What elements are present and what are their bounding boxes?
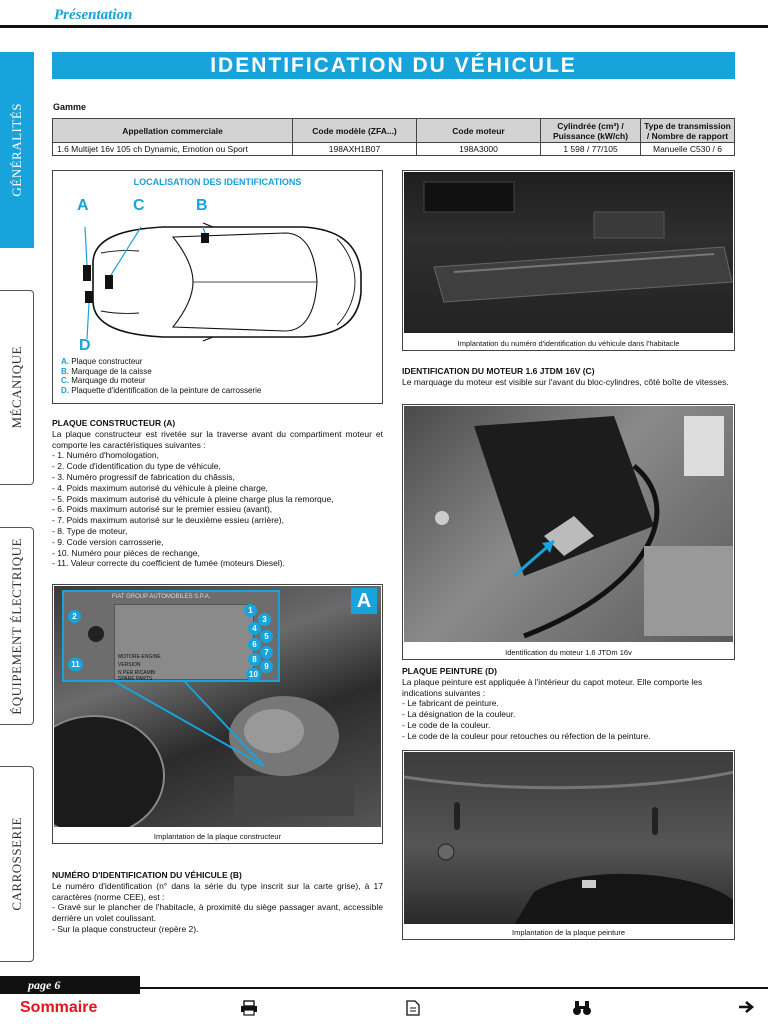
plate-line: SPARE PARTS bbox=[118, 676, 153, 682]
callout-badge: 9 bbox=[260, 660, 273, 673]
marker-a: A bbox=[77, 197, 89, 214]
binoculars-icon[interactable] bbox=[572, 1000, 592, 1021]
localisation-box bbox=[52, 170, 383, 404]
list-item: - 3. Numéro progressif de fabrication du châssis, bbox=[52, 471, 235, 482]
section-text: La plaque peinture est appliquée à l'intérieur du capot moteur. Elle comporte les indications suivantes : bbox=[402, 676, 703, 698]
gamme-table bbox=[52, 118, 735, 156]
table-header: Code moteur bbox=[417, 119, 541, 143]
photo-habitacle bbox=[402, 170, 735, 351]
table-cell: 198AXH1B07 bbox=[293, 143, 417, 156]
table-header: Code modèle (ZFA...) bbox=[293, 119, 417, 143]
list-item: - Sur la plaque constructeur (repère 2). bbox=[52, 923, 199, 934]
list-item: - 5. Poids maximum autorisé du véhicule à pleine charge plus la remorque, bbox=[52, 493, 334, 504]
callout-badge: 1 bbox=[244, 604, 257, 617]
engine-bay-photo bbox=[54, 586, 381, 827]
gamme-label: Gamme bbox=[53, 102, 87, 112]
section-heading: PLAQUE PEINTURE (D) bbox=[402, 666, 497, 676]
photo-caption: Identification du moteur 1.6 JTDm 16v bbox=[505, 648, 632, 657]
list-item: - 4. Poids maximum autorisé du véhicule à pleine charge, bbox=[52, 482, 268, 493]
section-heading: NUMÉRO D'IDENTIFICATION DU VÉHICULE (B) bbox=[52, 870, 242, 880]
plate-line: VERSION bbox=[118, 662, 141, 668]
photo-plaque-constructeur bbox=[52, 584, 383, 844]
plate-body bbox=[114, 604, 254, 680]
list-item: - 11. Valeur correcte du coefficient de fumée (moteurs Diesel). bbox=[52, 558, 285, 569]
arrow-right-icon[interactable] bbox=[738, 1000, 756, 1019]
photo-caption: Implantation de la plaque constructeur bbox=[153, 832, 282, 841]
tab-generalites[interactable] bbox=[0, 52, 34, 248]
list-item: - 2. Code d'identification du type de véhicule, bbox=[52, 461, 221, 472]
photo-peinture bbox=[402, 750, 735, 940]
marker-d: D bbox=[79, 337, 91, 354]
tab-carrosserie[interactable] bbox=[0, 766, 34, 962]
list-item: - 8. Type de moteur, bbox=[52, 525, 128, 536]
callout-badge: 7 bbox=[260, 646, 273, 659]
section-heading: IDENTIFICATION DU MOTEUR 1.6 JTDM 16V (C) bbox=[402, 366, 595, 376]
localisation-title: LOCALISATION DES IDENTIFICATIONS bbox=[133, 177, 302, 187]
photo-caption: Implantation du numéro d'identification du véhicule dans l'habitacle bbox=[457, 339, 680, 348]
list-item: - 7. Poids maximum autorisé sur le deuxième essieu (arrière), bbox=[52, 515, 284, 526]
list-item: - 1. Numéro d'homologation, bbox=[52, 450, 159, 461]
plate-header: FIAT GROUP AUTOMOBILES S.P.A. bbox=[112, 594, 211, 600]
list-item: - Gravé sur le plancher de l'habitacle, à proximité du siège passager avant, accessible derrière un volet coulissant. bbox=[52, 902, 383, 924]
table-header: Cylindrée (cm³) / Puissance (kW/ch) bbox=[541, 119, 641, 143]
list-item: - Le code de la couleur. bbox=[402, 719, 491, 730]
plate-inset bbox=[62, 590, 280, 682]
callout-badge: 2 bbox=[68, 610, 81, 623]
plate-rivet bbox=[88, 626, 104, 642]
engine-block-photo bbox=[404, 406, 733, 642]
list-item: - 6. Poids maximum autorisé sur le premier essieu (avant), bbox=[52, 504, 273, 515]
list-item: - Le fabricant de peinture. bbox=[402, 698, 499, 709]
section-text: Le marquage du moteur est visible sur l'avant du bloc-cylindres, côté boîte de vitesses. bbox=[402, 376, 729, 387]
section-title: Présentation bbox=[54, 7, 133, 23]
footer-rule bbox=[140, 987, 768, 989]
section-text: Le numéro d'identification (n° dans la série du type inscrit sur la carte grise), à 17 caractères (norme CEE), est : bbox=[52, 880, 383, 902]
plate-line: N PER RICAMBI bbox=[118, 670, 156, 676]
tab-label: MÉCANIQUE bbox=[8, 346, 24, 429]
table-cell: Manuelle C530 / 6 bbox=[641, 143, 735, 156]
document-icon[interactable] bbox=[405, 1000, 421, 1021]
tab-equipement-electrique[interactable] bbox=[0, 527, 34, 725]
tab-label: ÉQUIPEMENT ÉLECTRIQUE bbox=[8, 537, 24, 715]
photo-moteur bbox=[402, 404, 735, 660]
callout-badge: 8 bbox=[248, 653, 261, 666]
big-marker-a: A bbox=[351, 588, 377, 614]
list-item: - 9. Code version carrosserie, bbox=[52, 536, 164, 547]
cabin-floor-photo bbox=[404, 172, 733, 333]
printer-icon[interactable] bbox=[240, 1000, 258, 1021]
sommaire-link[interactable]: Sommaire bbox=[20, 999, 98, 1016]
section-heading: PLAQUE CONSTRUCTEUR (A) bbox=[52, 418, 176, 428]
table-cell: 198A3000 bbox=[417, 143, 541, 156]
table-cell: 1 598 / 77/105 bbox=[541, 143, 641, 156]
legend-item: D. Plaquette d'identification de la peinture de carrosserie bbox=[61, 385, 262, 395]
callout-badge: 5 bbox=[260, 630, 273, 643]
table-header: Appellation commerciale bbox=[53, 119, 293, 143]
car-topview-diagram bbox=[53, 193, 382, 373]
list-item: - La désignation de la couleur. bbox=[402, 709, 516, 720]
callout-badge: 10 bbox=[246, 668, 261, 681]
photo-caption: Implantation de la plaque peinture bbox=[512, 928, 625, 937]
legend-item: A. Plaque constructeur bbox=[61, 357, 143, 366]
legend-item: C. Marquage du moteur bbox=[61, 376, 146, 385]
callout-badge: 3 bbox=[258, 613, 271, 626]
plaque-constructeur-section bbox=[52, 418, 383, 569]
callout-badge: 6 bbox=[248, 638, 261, 651]
table-cell: 1.6 Multijet 16v 105 ch Dynamic, Emotion ou Sport bbox=[53, 143, 293, 156]
plate-line: MOTORE-ENGINE bbox=[118, 654, 161, 660]
tab-label: CARROSSERIE bbox=[8, 817, 24, 911]
list-item: - 10. Numéro pour pièces de rechange, bbox=[52, 547, 200, 558]
callout-badge: 11 bbox=[68, 658, 83, 671]
marker-b: B bbox=[196, 197, 208, 214]
page-number: page 6 bbox=[0, 976, 140, 994]
tab-label: GÉNÉRALITÉS bbox=[9, 103, 24, 197]
hood-photo bbox=[404, 752, 733, 924]
peinture-section bbox=[402, 666, 735, 742]
legend-item: B. Marquage de la caisse bbox=[61, 366, 152, 376]
table-header: Type de transmission / Nombre de rapport bbox=[641, 119, 735, 143]
list-item: - Le code de la couleur pour retouches ou réfection de la peinture. bbox=[402, 730, 651, 741]
page-title: IDENTIFICATION DU VÉHICULE bbox=[52, 52, 735, 79]
section-intro: La plaque constructeur est rivetée sur la traverse avant du compartiment moteur et comporte les caractéristiques suivantes : bbox=[52, 428, 383, 450]
header-rule bbox=[0, 25, 768, 28]
callout-badge: 4 bbox=[248, 622, 261, 635]
table-row bbox=[53, 143, 735, 156]
localisation-legend bbox=[61, 357, 261, 395]
marker-c: C bbox=[133, 197, 145, 214]
tab-mecanique[interactable] bbox=[0, 290, 34, 485]
numero-vehicule-section bbox=[52, 870, 383, 935]
moteur-section bbox=[402, 366, 735, 388]
